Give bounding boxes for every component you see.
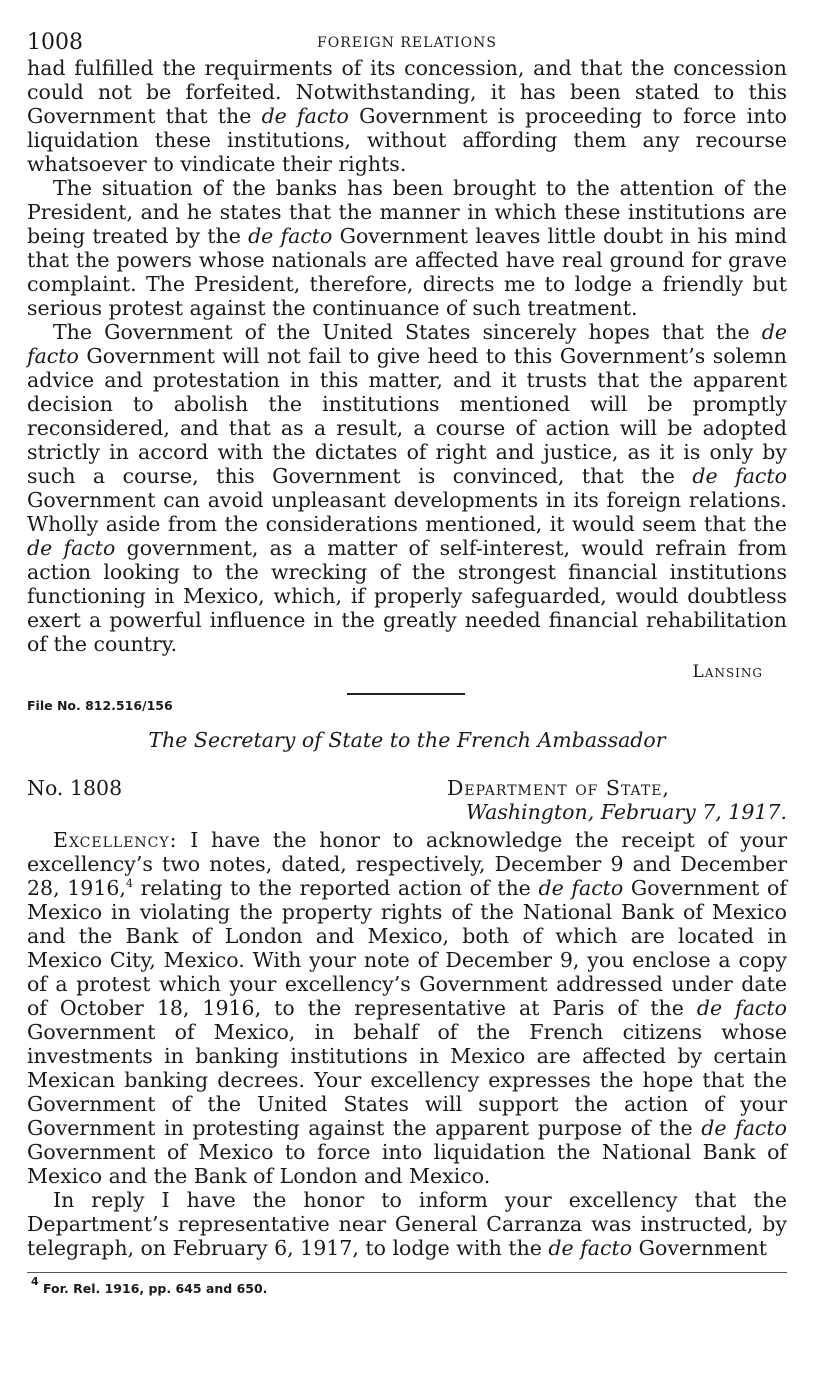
footnote — [27, 1275, 787, 1296]
page — [27, 26, 787, 1296]
file-number: File No. 812.516/156 — [27, 698, 173, 713]
page-header — [27, 26, 787, 56]
signature: Lansing — [692, 662, 763, 682]
dateline — [27, 776, 787, 828]
document-title: The Secretary of State to the French Ambassador — [148, 728, 666, 752]
footnote-divider — [27, 1272, 787, 1273]
department-name: Department of State, — [447, 776, 670, 800]
letter-paragraph-1: Excellency: I have the honor to acknowledge the receipt of your excellency’s two notes, dated, respectively, December 9 and December 28, 1916,$^4$ relating to the reported action of the de facto Government of Mexico in violating the property rights of the National Bank of Mexico and the Bank of London and Mexico, both of which are located in Mexico City, Mexico. With your note of December 9, you enclose a copy of a protest which your excellency’s Government addressed under date of October 18, 1916, to the representative at Paris of the de facto Government of Mexico, in behalf of the French citizens whose investments in banking institutions in Mexico are affected by certain Mexican banking decrees. Your excellency expresses the hope that the Government of the United States will support the action of your Government in protesting against the apparent purpose of the de facto Government of Mexico to force into liquidation the National Bank of Mexico and the Bank of London and Mexico. — [27, 828, 787, 1188]
footnote-marker: 4 — [31, 1275, 39, 1288]
letter-paragraph-2: In reply I have the honor to inform your excellency that the Department’s representative near General Carranza was instructed, by telegraph, on February 6, 1917, to lodge with the de facto Government — [27, 1188, 787, 1260]
file-row — [27, 692, 787, 718]
section-divider — [347, 693, 465, 695]
footnote-ref: 4 — [125, 877, 133, 890]
document-number: No. 1808 — [27, 776, 123, 800]
continuation-paragraph-3: The Government of the United States sincerely hopes that the de facto Government will not fail to give heed to this Government’s solemn advice and protestation in this matter, and it trusts that the apparent decision to abolish the institutions mentioned will be promptly reconsidered, and that as a result, a course of action will be adopted strictly in accord with the dictates of right and justice, as it is only by such a course, this Government is convinced, that the de facto Government can avoid unpleasant developments in its foreign relations. Wholly aside from the considerations mentioned, it would seem that the de facto government, as a matter of self-interest, would refrain from action looking to the wrecking of the strongest financial institutions functioning in Mexico, which, if properly safeguarded, would doubtless exert a powerful influence in the greatly needed financial rehabilitation of the country. — [27, 320, 787, 656]
place-date: Washington, February 7, 1917. — [465, 800, 787, 824]
page-number: 1008 — [27, 30, 83, 55]
footnote-text: For. Rel. 1916, pp. 645 and 650. — [38, 1281, 268, 1296]
continuation-paragraph-1: had fulfilled the requirments of its concession, and that the concession could not be forfeited. Notwithstanding, it has been stated to this Government that the de facto Government is proceeding to force into liquidation these institutions, without affording them any recourse whatsoever to vindicate their rights. — [27, 56, 787, 176]
running-head: FOREIGN RELATIONS — [317, 35, 497, 51]
continuation-paragraph-2: The situation of the banks has been brought to the attention of the President, and he states that the manner in which these institutions are being treated by the de facto Government leaves little doubt in his mind that the powers whose nationals are affected have real ground for grave complaint. The President, therefore, directs me to lodge a friendly but serious protest against the continuance of such treatment. — [27, 176, 787, 320]
salutation: Excellency: — [53, 828, 178, 852]
